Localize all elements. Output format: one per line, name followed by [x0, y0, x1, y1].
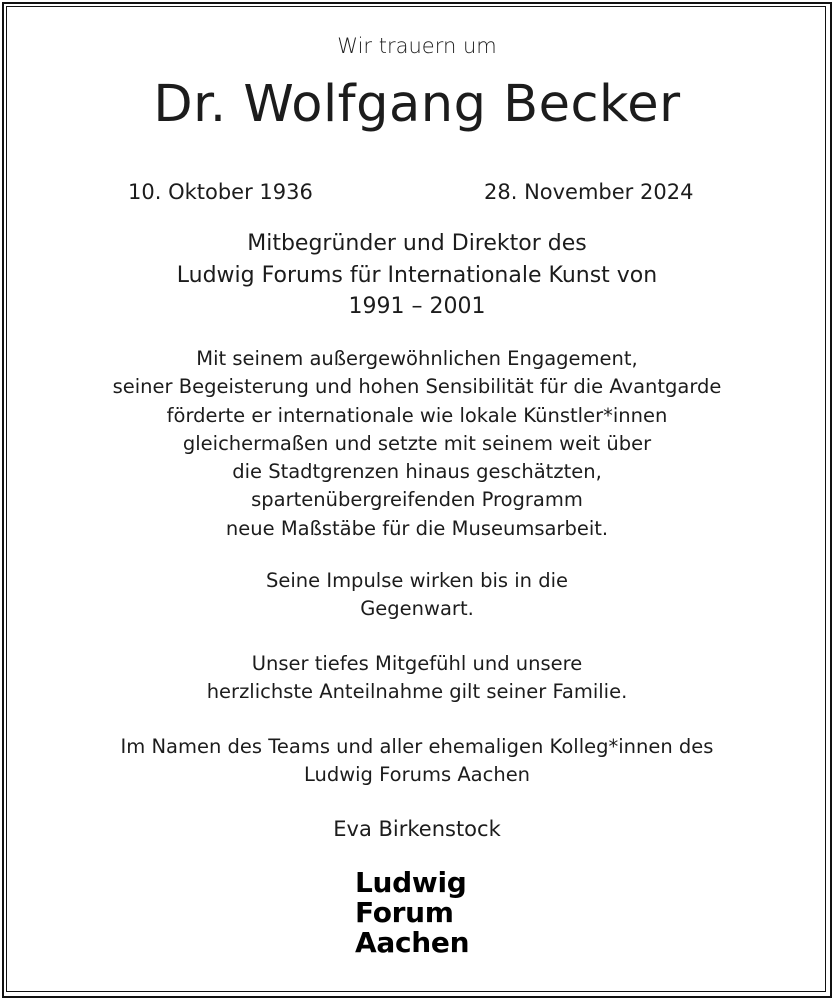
logo-line: Ludwig — [355, 866, 467, 899]
sympathy-line: herzlichste Anteilnahme gilt seiner Familie. — [206, 680, 628, 704]
role-line: 1991 – 2001 — [348, 294, 486, 319]
death-date: 28. November 2024 — [484, 180, 694, 204]
team-line: Ludwig Forums Aachen — [303, 763, 531, 787]
signatory-name: Eva Birkenstock — [333, 817, 501, 841]
tribute-paragraph — [0, 345, 834, 543]
tribute-line: spartenübergreifenden Programm — [251, 488, 583, 512]
tribute-line: Mit seinem außergewöhnlichen Engagement, — [196, 347, 638, 370]
team-paragraph — [0, 733, 834, 790]
role-line: Ludwig Forums für Internationale Kunst von — [176, 262, 658, 288]
intro-text: Wir trauern um — [337, 34, 497, 58]
impulse-line: Gegenwart. — [360, 597, 474, 621]
deceased-name: Dr. Wolfgang Becker — [153, 75, 681, 134]
logo-line: Aachen — [355, 926, 470, 959]
role-description — [0, 228, 834, 323]
tribute-line: seiner Begeisterung und hohen Sensibilität für die Avantgarde — [112, 375, 722, 399]
logo-line: Forum — [355, 896, 454, 929]
birth-date: 10. Oktober 1936 — [128, 180, 313, 204]
sympathy-line: Unser tiefes Mitgefühl und unsere — [251, 652, 583, 675]
role-line: Mitbegründer und Direktor des — [247, 231, 587, 256]
impulse-line: Seine Impulse wirken bis in die — [265, 569, 569, 592]
tribute-line: neue Maßstäbe für die Museumsarbeit. — [225, 516, 609, 540]
tribute-line: gleichermaßen und setzte mit seinem weit über — [182, 431, 652, 455]
impulse-paragraph — [0, 567, 834, 624]
ludwig-forum-logo — [355, 868, 469, 958]
tribute-line: die Stadtgrenzen hinaus geschätzten, — [232, 460, 602, 484]
team-line: Im Namen des Teams und aller ehemaligen Kolleg*innen des — [120, 735, 714, 758]
tribute-line: förderte er internationale wie lokale Künstler*innen — [166, 403, 668, 427]
sympathy-paragraph — [0, 650, 834, 707]
